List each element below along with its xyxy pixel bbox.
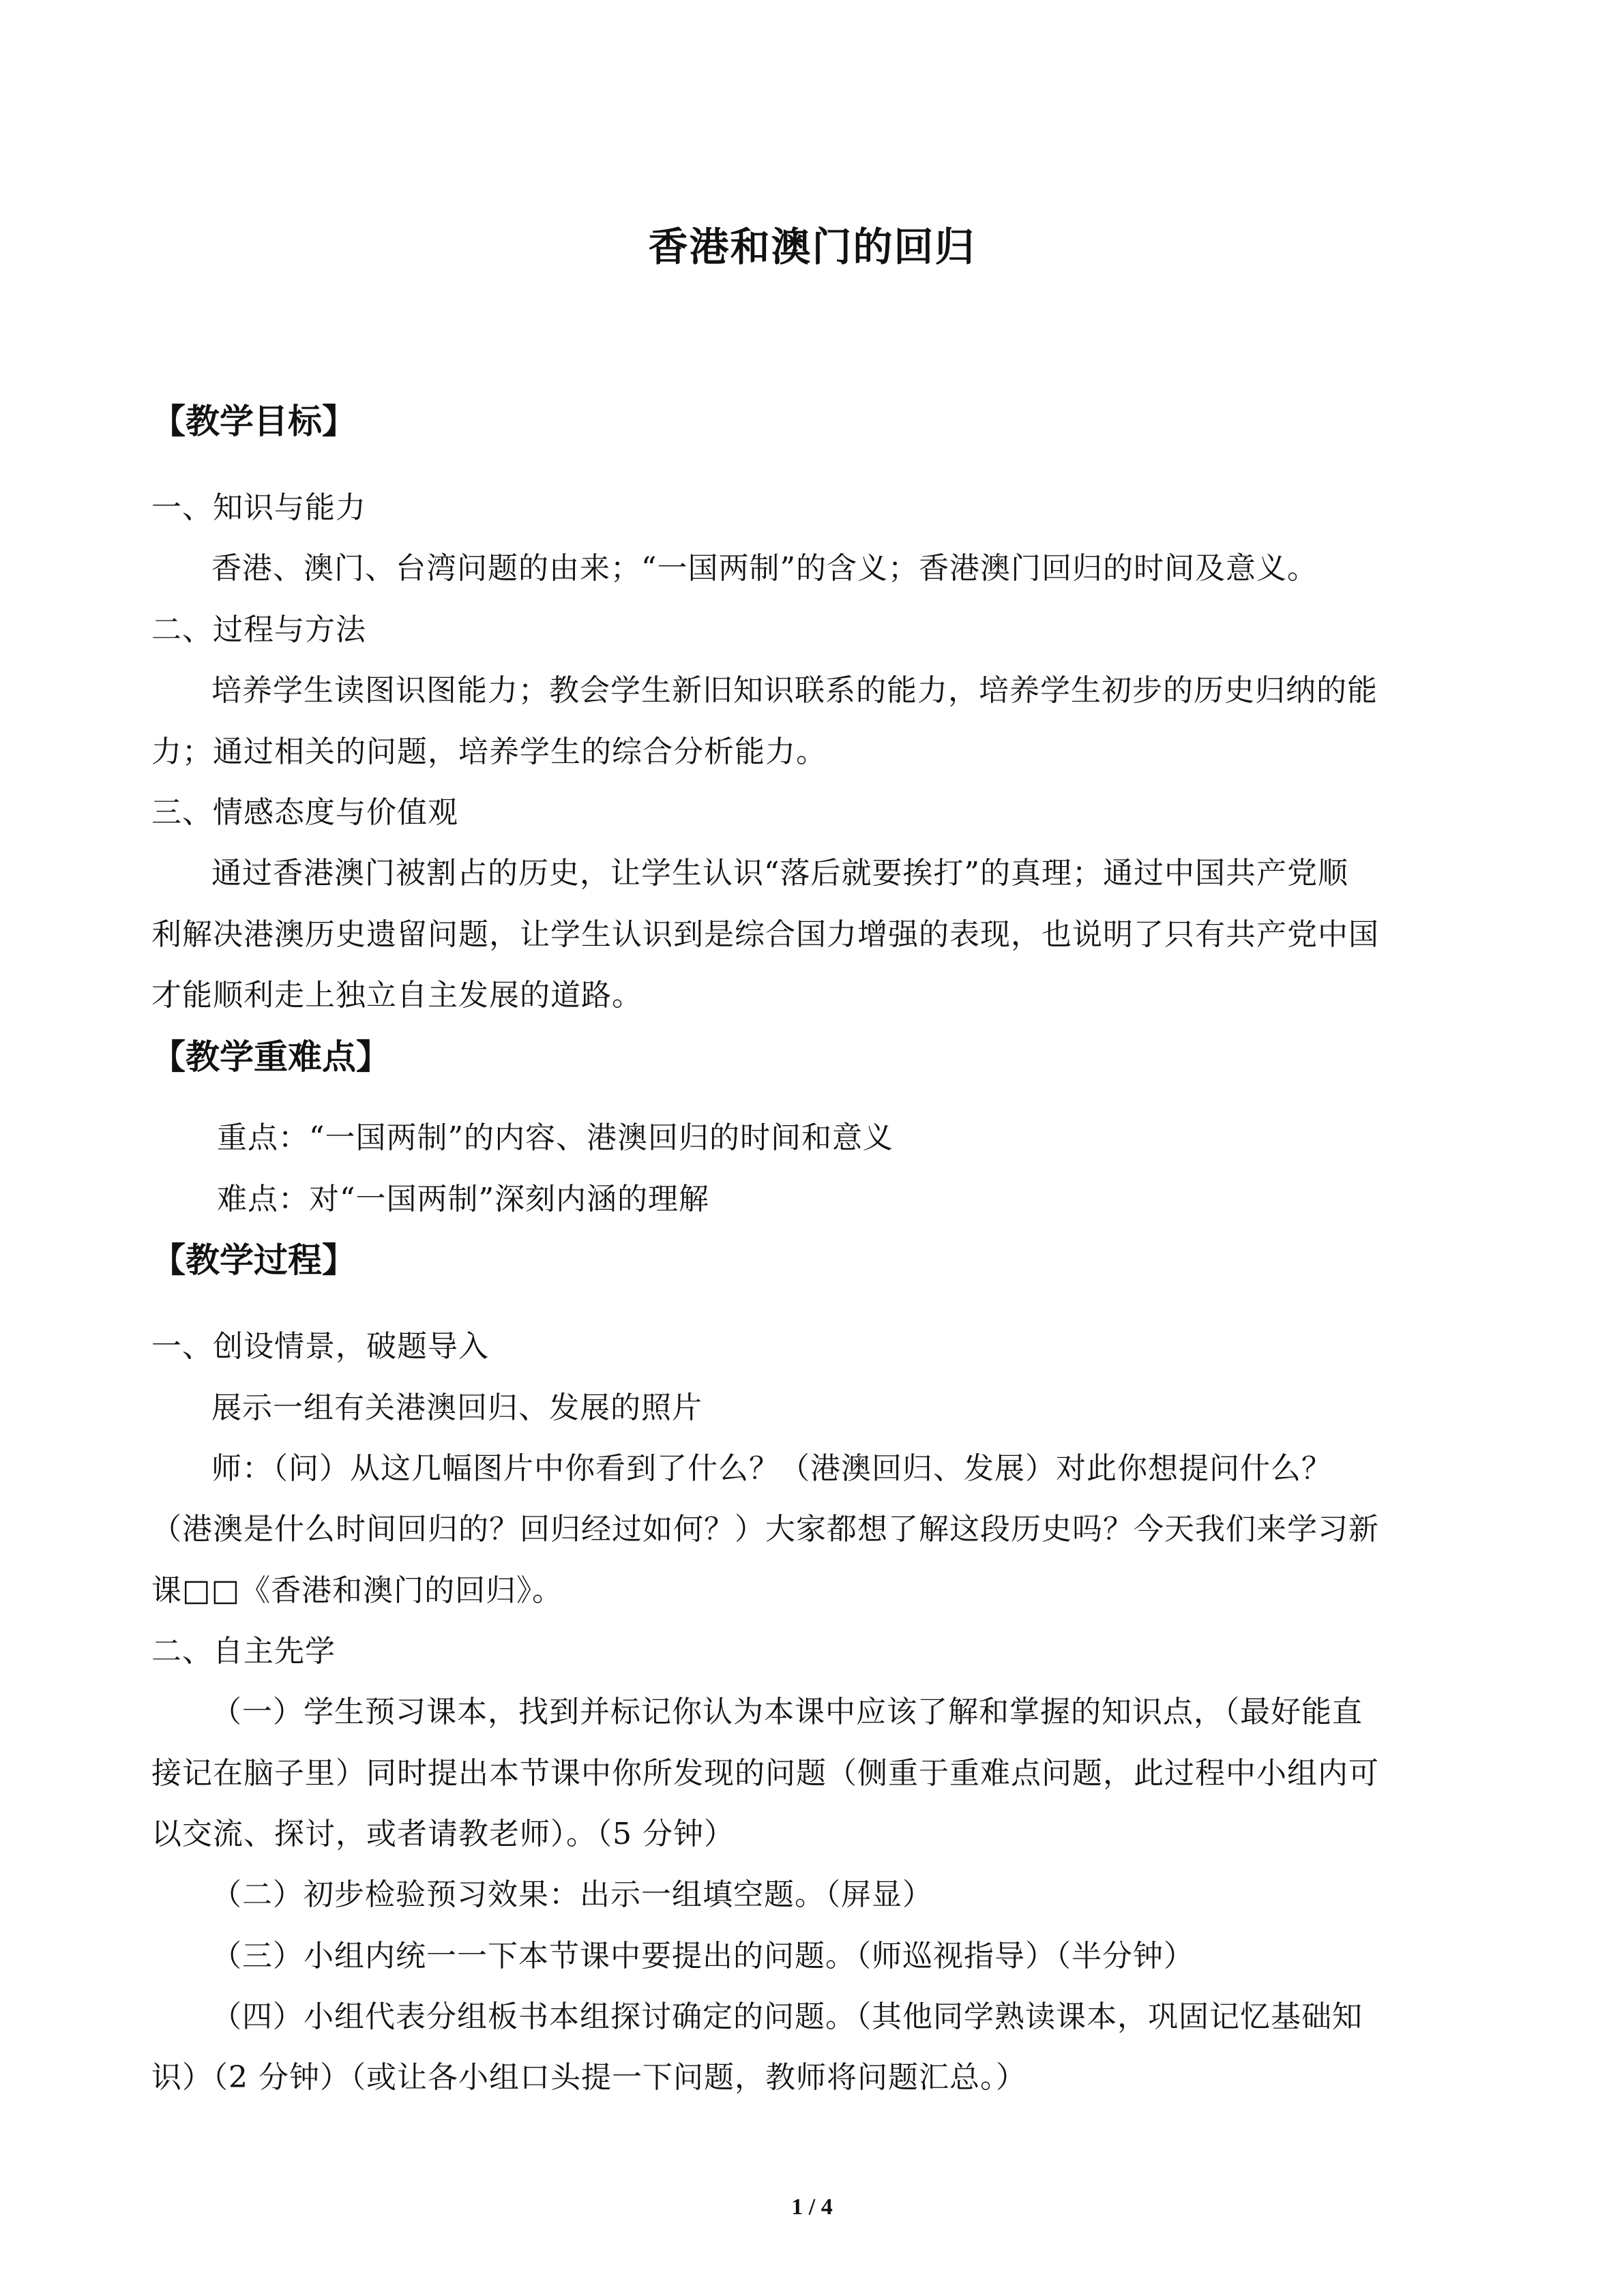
section-heading-objectives: 【教学目标】: [151, 402, 356, 441]
text-line: 通过香港澳门被割占的历史，让学生认识“落后就要挨打”的真理；通过中国共产党顺: [211, 856, 1348, 891]
text-line: （四）小组代表分组板书本组探讨确定的问题。（其他同学熟读课本，巩固记忆基础知: [211, 1999, 1363, 2034]
text-line: 一、创设情景，破题导入: [151, 1329, 489, 1364]
page-indicator: 1 / 4: [791, 2194, 833, 2220]
text-line: 利解决港澳历史遗留问题，让学生认识到是综合国力增强的表现，也说明了只有共产党中国: [151, 917, 1379, 952]
text-line: 才能顺利走上独立自主发展的道路。: [151, 978, 643, 1013]
text-line: （一）学生预习课本，找到并标记你认为本课中应该了解和掌握的知识点，（最好能直: [211, 1695, 1363, 1729]
text-line: 识）（2 分钟）（或让各小组口头提一下问题，教师将问题汇总。）: [151, 2060, 1027, 2095]
section-heading-process: 【教学过程】: [151, 1240, 356, 1280]
text-line: 二、自主先学: [151, 1634, 336, 1669]
text-line: （港澳是什么时间回归的？回归经过如何？）大家都想了解这段历史吗？今天我们来学习新: [151, 1512, 1379, 1547]
text-line: 以交流、探讨，或者请教老师）。（5 分钟）: [151, 1817, 735, 1851]
document-title: 香港和澳门的回归: [648, 224, 976, 270]
text-line: 力；通过相关的问题，培养学生的综合分析能力。: [151, 734, 827, 769]
text-line: 师：（问）从这几幅图片中你看到了什么？（港澳回归、发展）对此你想提问什么？: [211, 1451, 1332, 1486]
text-line: 难点：对“一国两制”深刻内涵的理解: [217, 1182, 709, 1217]
text-line: 接记在脑子里）同时提出本节课中你所发现的问题（侧重于重难点问题，此过程中小组内可: [151, 1756, 1379, 1791]
text-line: 重点：“一国两制”的内容、港澳回归的时间和意义: [217, 1120, 894, 1155]
text-line: 三、情感态度与价值观: [151, 795, 458, 830]
text-line: 培养学生读图识图能力；教会学生新旧知识联系的能力，培养学生初步的历史归纳的能: [211, 673, 1378, 708]
text-line: （二）初步检验预习效果：出示一组填空题。（屏显）: [211, 1877, 933, 1912]
text-line: 课□□《香港和澳门的回归》。: [151, 1573, 563, 1608]
text-line: 二、过程与方法: [151, 612, 366, 647]
text-line: 香港、澳门、台湾问题的由来；“一国两制”的含义；香港澳门回归的时间及意义。: [211, 551, 1318, 586]
text-line: 一、知识与能力: [151, 490, 366, 525]
text-line: （三）小组内统一一下本节课中要提出的问题。（师巡视指导）（半分钟）: [211, 1939, 1194, 1973]
text-line: 展示一组有关港澳回归、发展的照片: [211, 1390, 703, 1425]
section-heading-key-points: 【教学重难点】: [151, 1037, 390, 1077]
